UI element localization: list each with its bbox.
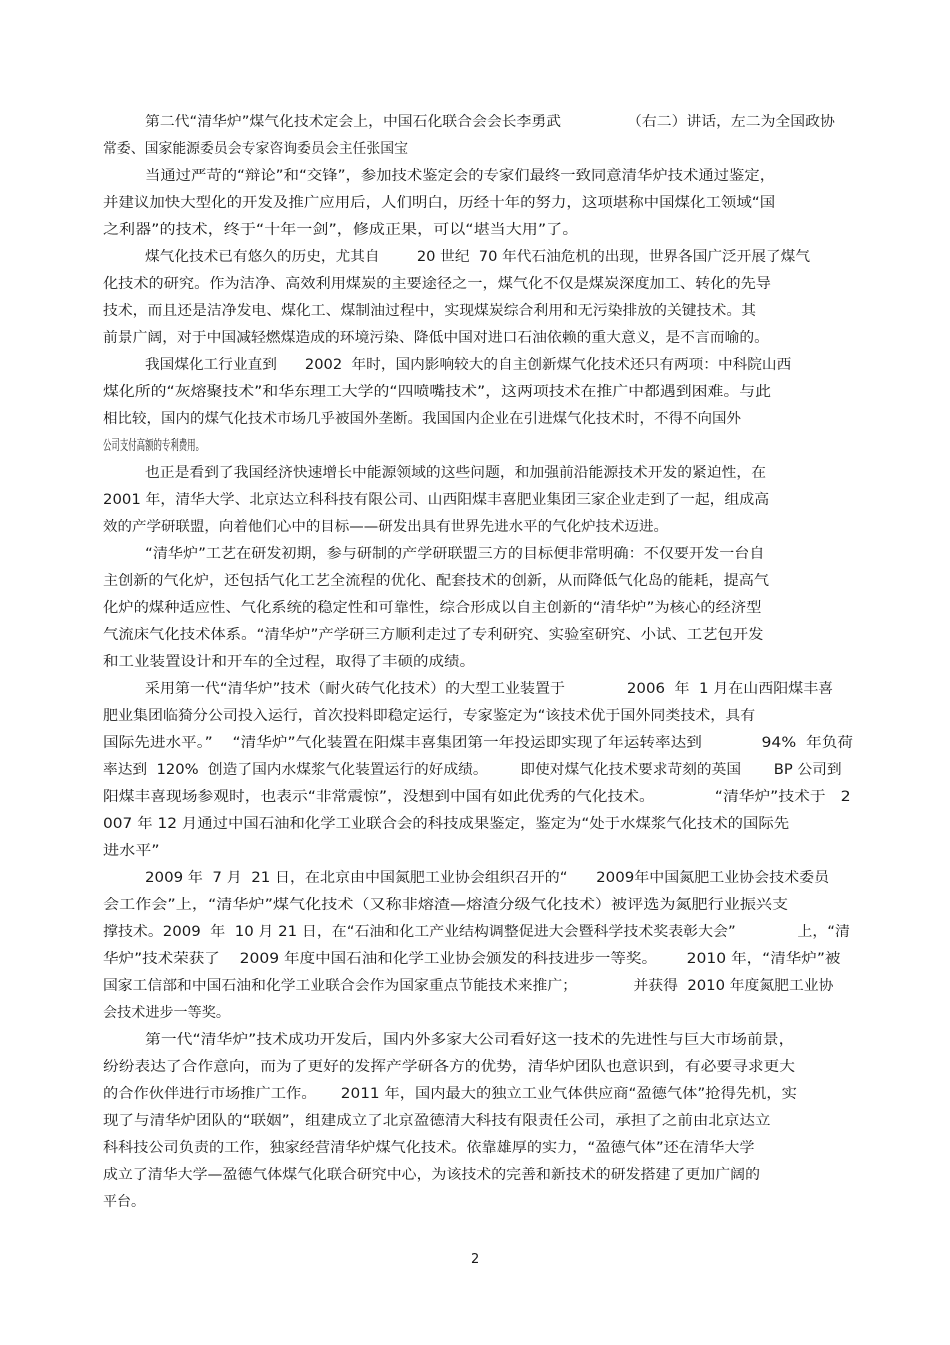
- paragraph-4-line-1: 我国煤化工行业直到 2002 年时，国内影响较大的自主创新煤气化技术还只有两项：中科院山西: [145, 357, 792, 373]
- paragraph-5-line-2: 2001 年，清华大学、北京达立科科技有限公司、山西阳煤丰喜肥业集团三家企业走到了一起，组成高: [103, 492, 770, 508]
- paragraph-4-line-4: 公司支付高额的专利费用。: [103, 438, 205, 454]
- paragraph-9-line-1: 第一代“清华炉”技术成功开发后，国内外多家大公司看好这一技术的先进性与巨大市场前景，: [145, 1032, 795, 1048]
- paragraph-3-line-1: 煤气化技术已有悠久的历史，尤其自 20 世纪 70 年代石油危机的出现，世界各国广泛开展了煤气: [145, 249, 811, 265]
- paragraph-8-line-3: 撑技术。2009 年 10 月 21 日，在“石油和化工产业结构调整促进大会暨科学技术奖表彰大会” 上，“清: [103, 924, 851, 940]
- paragraph-1-line-2: 常委、国家能源委员会专家咨询委员会主任张国宝: [103, 141, 409, 157]
- paragraph-7-line-6: 007 年 12 月通过中国石油和化学工业联合会的科技成果鉴定，鉴定为“处于水煤浆气化技术的国际先: [103, 816, 790, 832]
- paragraph-7-line-2: 肥业集团临猗分公司投入运行，首次投料即稳定运行，专家鉴定为“该技术优于国外同类技术，具有: [103, 708, 756, 724]
- paragraph-2-line-3: 之利器”的技术，终于“十年一剑”，修成正果，可以“堪当大用”了。: [103, 222, 579, 238]
- paragraph-9-line-7: 平台。: [103, 1194, 145, 1210]
- paragraph-2-line-2: 并建议加快大型化的开发及推广应用后，人们明白，历经十年的努力，这项堪称中国煤化工领域“国: [103, 195, 776, 211]
- paragraph-2-line-1: 当通过严苛的“辩论”和“交锋”，参加技术鉴定会的专家们最终一致同意清华炉技术通过鉴定，: [145, 168, 776, 184]
- paragraph-9-line-6: 成立了清华大学—盈德气体煤气化联合研究中心，为该技术的完善和新技术的研发搭建了更加广阔的: [103, 1167, 761, 1183]
- paragraph-4-line-3: 相比较，国内的煤气化技术市场几乎被国外垄断。我国国内企业在引进煤气化技术时，不得不向国外: [103, 411, 741, 427]
- paragraph-9-line-4: 现了与清华炉团队的“联姻”，组建成立了北京盈德清大科技有限责任公司，承担了之前由北京达立: [103, 1113, 771, 1129]
- paragraph-4-line-2: 煤化所的“灰熔聚技术”和华东理工大学的“四喷嘴技术”，这两项技术在推广中都遇到困难。与此: [103, 384, 772, 400]
- paragraph-8-line-4: 华炉”技术荣获了 2009 年度中国石油和化学工业协会颁发的科技进步一等奖。 2010 年，“清华炉”被: [103, 951, 841, 967]
- paragraph-6-line-3: 化炉的煤种适应性、气化系统的稳定性和可靠性，综合形成以自主创新的“清华炉”为核心的经济型: [103, 600, 762, 616]
- paragraph-7-line-1: 采用第一代“清华炉”技术（耐火砖气化技术）的大型工业装置于 2006 年 1 月在山西阳煤丰喜: [145, 681, 834, 697]
- paragraph-9-line-5: 科科技公司负责的工作，独家经营清华炉煤气化技术。依靠雄厚的实力，“盈德气体”还在清华大学: [103, 1140, 755, 1156]
- paragraph-6-line-2: 主创新的气化炉，还包括气化工艺全流程的优化、配套技术的创新，从而降低气化岛的能耗，提高气: [103, 573, 770, 589]
- page-number: 2: [471, 1252, 480, 1267]
- paragraph-5-line-3: 效的产学研联盟，向着他们心中的目标——研发出具有世界先进水平的气化炉技术迈进。: [103, 519, 669, 535]
- paragraph-8-line-1: 2009 年 7 月 21 日，在北京由中国氮肥工业协会组织召开的“ 2009年中国氮肥工业协会技术委员: [145, 870, 830, 886]
- paragraph-8-line-6: 会技术进步一等奖。: [103, 1005, 230, 1021]
- paragraph-7-line-5: 阳煤丰喜现场参观时，也表示“非常震惊”，没想到中国有如此优秀的气化技术。 “清华炉”技术于 2: [103, 789, 851, 805]
- paragraph-3-line-4: 前景广阔，对于中国减轻燃煤造成的环境污染、降低中国对进口石油依赖的重大意义，是不言而喻的。: [103, 330, 769, 346]
- paragraph-3-line-3: 技术，而且还是洁净发电、煤化工、煤制油过程中，实现煤炭综合利用和无污染排放的关键技术。其: [103, 303, 757, 319]
- paragraph-6-line-5: 和工业装置设计和开车的全过程，取得了丰硕的成绩。: [103, 654, 475, 670]
- paragraph-7-line-3: 国际先进水平。” “清华炉”气化装置在阳煤丰喜集团第一年投运即实现了年运转率达到 94% 年负荷: [103, 735, 854, 751]
- paragraph-9-line-3: 的合作伙伴进行市场推广工作。 2011 年，国内最大的独立工业气体供应商“盈德气体”抢得先机，实: [103, 1086, 797, 1102]
- paragraph-6-line-1: “清华炉”工艺在研发初期，参与研制的产学研联盟三方的目标便非常明确：不仅要开发一台自: [145, 546, 765, 562]
- paragraph-6-line-4: 气流床气化技术体系。“清华炉”产学研三方顺利走过了专利研究、实验室研究、小试、工艺包开发: [103, 627, 764, 643]
- paragraph-5-line-1: 也正是看到了我国经济快速增长中能源领域的这些问题，和加强前沿能源技术开发的紧迫性，在: [145, 465, 766, 481]
- paragraph-1-line-1: 第二代“清华炉”煤气化技术定会上，中国石化联合会会长李勇武 （右二）讲话，左二为全国政协: [145, 114, 835, 130]
- paragraph-8-line-5: 国家工信部和中国石油和化学工业联合会作为国家重点节能技术来推广； 并获得 2010 年度氮肥工业协: [103, 978, 834, 994]
- paragraph-7-line-4: 率达到 120% 创造了国内水煤浆气化装置运行的好成绩。 即使对煤气化技术要求苛刻的英国 BP 公司到: [103, 762, 842, 778]
- paragraph-3-line-2: 化技术的研究。作为洁净、高效利用煤炭的主要途径之一，煤气化不仅是煤炭深度加工、转化的先导: [103, 276, 771, 292]
- paragraph-8-line-2: 会工作会”上，“清华炉”煤气化技术（又称非熔渣—熔渣分级气化技术）被评选为氮肥行业振兴支: [103, 897, 789, 913]
- paragraph-9-line-2: 纷纷表达了合作意向，而为了更好的发挥产学研各方的优势，清华炉团队也意识到，有必要寻求更大: [103, 1059, 796, 1075]
- paragraph-7-line-7: 进水平”: [103, 843, 160, 859]
